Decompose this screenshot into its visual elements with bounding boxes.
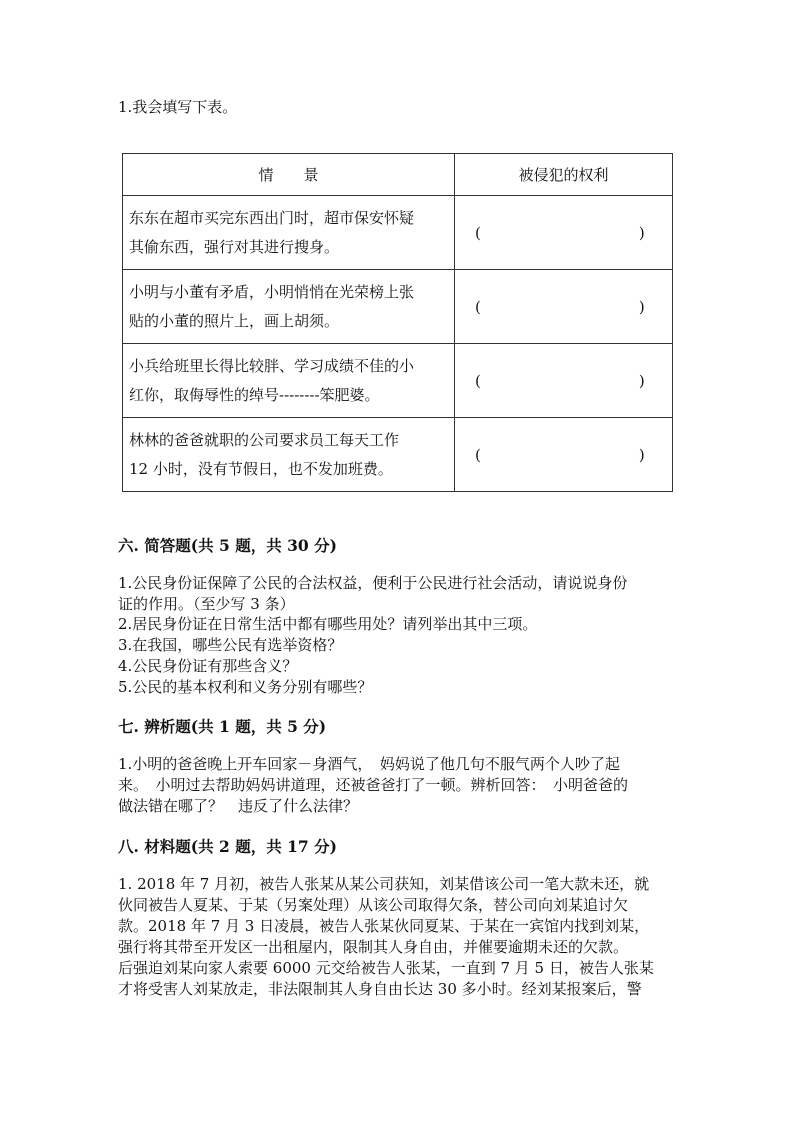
question-line: 强行将其带至开发区一出租屋内，限制其人身自由，并催要逾期未还的欠款。 [118, 938, 629, 956]
scene-cell [123, 196, 455, 270]
scene-text-line: 12 小时，没有节假日，也不发加班费。 [129, 459, 393, 478]
question-line: 才将受害人刘某放走，非法限制其人身自由长达 30 多小时。经刘某报案后，警 [118, 980, 642, 998]
scene-text-line: 林林的爸爸就职的公司要求员工每天工作 [129, 430, 400, 449]
rights-table [122, 153, 673, 492]
scene-cell [123, 344, 455, 418]
question-line: 1.小明的爸爸晚上开车回家－身酒气， 妈妈说了他几句不服气两个人吵了起 [118, 755, 620, 773]
table-question-intro: 1.我会填写下表。 [118, 98, 238, 116]
scene-text-line: 贴的小董的照片上，画上胡须。 [129, 311, 340, 330]
question-line: 1. 2018 年 7 月初，被告人张某从某公司获知，刘某借该公司一笔大款未还，就 [118, 875, 650, 893]
scene-text-line: 东东在超市买完东西出门时，超市保安怀疑 [129, 208, 415, 227]
question-line: 2.居民身份证在日常生活中都有哪些用处？请列举出其中三项。 [118, 615, 538, 633]
question-line: 来。 小明过去帮助妈妈讲道理，还被爸爸打了一顿。辨析回答： 小明爸爸的 [118, 776, 629, 794]
close-paren: ) [638, 371, 645, 390]
table-row [123, 418, 673, 492]
close-paren: ) [638, 445, 645, 464]
scene-text-line: 小明与小董有矛盾，小明悄悄在光荣榜上张 [129, 282, 415, 301]
scene-cell [123, 418, 455, 492]
close-paren: ) [638, 297, 645, 316]
table-header-row [123, 154, 673, 196]
open-paren: ( [475, 445, 481, 464]
question-line: 4.公民身份证有那些含义？ [118, 657, 298, 675]
answer-blank[interactable] [455, 270, 673, 344]
answer-blank[interactable] [455, 344, 673, 418]
table-row [123, 344, 673, 418]
section-title-analysis: 七. 辨析题(共 1 题，共 5 分) [118, 717, 327, 736]
table-row [123, 196, 673, 270]
question-line: 3.在我国，哪些公民有选举资格？ [118, 636, 343, 654]
open-paren: ( [475, 297, 481, 316]
scene-text-line: 其偷东西，强行对其进行搜身。 [129, 237, 340, 256]
open-paren: ( [475, 223, 481, 242]
header-right: 被侵犯的权利 [455, 154, 673, 196]
section-title-short-answer: 六. 简答题(共 5 题，共 30 分) [118, 536, 337, 555]
table-row [123, 270, 673, 344]
open-paren: ( [475, 371, 481, 390]
question-line: 款。2018 年 7 月 3 日凌晨，被告人张某伙同夏某、于某在一宾馆内找到刘某， [118, 917, 650, 935]
close-paren: ) [638, 223, 645, 242]
scene-text-line: 小兵给班里长得比较胖、学习成绩不佳的小 [129, 356, 415, 375]
question-line: 1.公民身份证保障了公民的合法权益，便利于公民进行社会活动，请说说身份 [118, 574, 628, 592]
question-line: 证的作用。（至少写 3 条） [118, 595, 295, 613]
scene-cell [123, 270, 455, 344]
section-title-material: 八. 材料题(共 2 题，共 17 分) [118, 837, 337, 856]
header-scene: 情 景 [123, 154, 455, 196]
question-line: 后强迫刘某向家人索要 6000 元交给被告人张某，一直到 7 月 5 日，被告人张某 [118, 959, 654, 977]
answer-blank[interactable] [455, 418, 673, 492]
question-line: 5.公民的基本权利和义务分别有哪些？ [118, 678, 373, 696]
question-line: 做法错在哪了？ 违反了什么法律？ [118, 797, 359, 815]
scene-text-line: 红你，取侮辱性的绰号--------笨肥婆。 [129, 385, 380, 404]
answer-blank[interactable] [455, 196, 673, 270]
question-line: 伙同被告人夏某、于某（另案处理）从该公司取得欠条，替公司向刘某追讨欠 [118, 896, 629, 914]
